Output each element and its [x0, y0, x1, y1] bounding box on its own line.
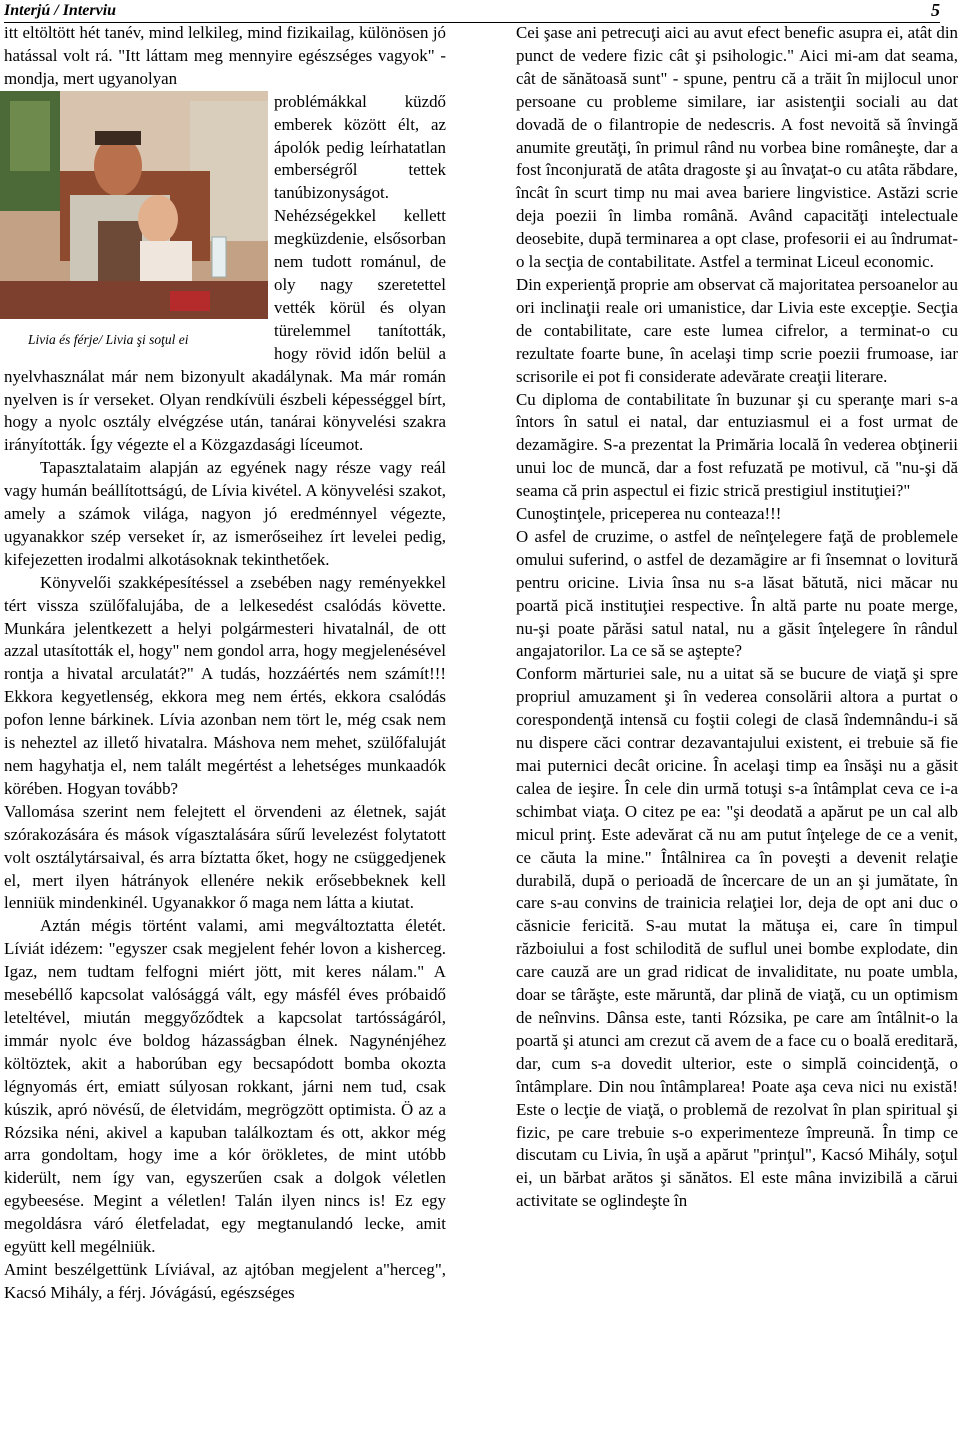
paragraph: Vallomása szerint nem felejtett el örvendeni az életnek, saját szórakozására és mások vígasztalására sűrű levelezést folytatott volt osztálytársaival, és arra bíztatta őket, hogy ne csüggedjenek el, mert ilyen hátrányok ellenére nekik erősebbeknek kell lenniük mindenkinél. Ugyanakkor ő maga nem látta a kiutat.	[4, 801, 446, 913]
paragraph: problémákkal küzdő emberek között élt, az ápolók pedig leírhatatlan emberségről tettek tanúbizonyságot. Nehézségekkel kellett megküzdenie, elsősorban nem tudott románul, de oly nagy szeretettel vették körül és olyan türelemmel tanították, hogy rövid időn belül a nyelvhasználat már nem bizonyult akadálynak. Ma már román nyelven is ír verseket. Olyan rendkívüli észbeli képességgel bírt, hogy a nyolc osztály elvégzése után, tanárai könyvelési szakra irányították. Így végezte el a Közgazdasági líceumot.	[4, 91, 446, 455]
paragraph: Cei şase ani petrecuţi aici au avut efect benefic asupra ei, atât din punct de vedere fizic cât şi psihologic." Aici mi-am dat seama, cât de sănătoasă sunt" - spune, pentru că a trăit în mijlocul unor persoane cu probleme similare, iar asistenţii sociali au dat dovadă de o filantropie de nedescris. A fost nevoită să învingă anumite greutăţi, în primul rând nu vorbea bine româneşte, dar a fost înconjurată de atâta dragoste şi au învaţat-o cu atâta răbdare, încât în scurt timp nu mai avea bariere lingvistice. Astăzi scrie deja poezii în limba română. Având capacităţi intelectuale deosebite, după terminarea a opt clase, profesorii ei au îndrumat-o la secţia de contabilitate. Astfel a terminat Liceul economic.	[516, 23, 958, 272]
paragraph: Conform mărturiei sale, nu a uitat să se bucure de viaţă şi spre propriul amuzament şi în vederea consolării altora a purtat o corespondenţă intensă cu foştii colegi de clasă îndemnându-i să nu dispere căci contrar dezavantajului existent, ei trebuie să fie mai puternici decât oricine. În acelaşi timp ea însăşi nu a găsit calea de ieşire. În cele din urmă totuşi s-a întâmplat ceva ce i-a schimbat viaţa. O citez pe ea: "şi deodată a apărut pe un cal alb micul prinţ. Este adevărat că nu am putut înţelege de ce a venit, ce căuta la mine." Întâlnirea ca în poveşti a devenit relaţie durabilă, după o perioadă de încercare de un an şi jumătate, în care s-au convins de trainicia relaţiei lor, deja de opt ani duc o căsnicie fericită. S-au mutat la mătuşa ei, care în timpul războiului a fost schilodită de suflul unei bombe explodate, din care cauză are un grad ridicat de invaliditate, nu poate umbla, doar se târăşte, este măruntă, dar plină de viaţă, cu un optimism de neînvins. Dânsa este, tanti Rózsika, pe care am întâlnit-o la poartă şi atunci am crezut că avem de a face cu o boală ereditară, dar, cum s-a dovedit ulterior, este o simplă coincidenţă, o întâmplare. Din nou întâmplarea! Poate aşa ceva nici nu există! Este o lecţie de viaţă, o problemă de rezolvat în plan spiritual şi fizic, pe care trebuie s-o experimenteze împreună. În timp ce discutam cu Livia, în uşă a apărut "prinţul", Kacsó Mihály, soţul ei, un bărbat arătos şi sănătos. El este mâna invizibilă a cărui activitate se oglindeşte în	[516, 664, 958, 1211]
paragraph: Aztán mégis történt valami, ami megváltoztatta életét. Líviát idézem: "egyszer csak megjelent fehér lovon a kisherceg. Igaz, nem tudtam felfogni miért jött, mit keres nálam." A mesebéllő kapcsolat valósággá vált, egy másfél éves próbaidő leteltével, miután meggyőződtek a kapcsolat tartósságáról, immár nyolc éve boldog házasságban élnek. Nagynénjéhez költöztek, akit a haborúban egy becsapódott bomba okozta légnyomás ért, emiatt súlyosan rokkant, járni nem tud, csak kúszik, apró növésű, de életvidám, megrögzött optimista. Ö az a Rózsika néni, akivel a kapuban találkoztam és ott, akkor még arra gondoltam, hogy ime a kór örökletes, de mint utóbb kiderült, nem így van, egyszerűen csak a dolgok véletlen egybeesése. Megint a véletlen! Talán ilyen nincs is! Ez egy megoldásra váró életfeladat, egy megtanulandó lecke, amit együtt kell megélniük.	[4, 916, 446, 1257]
paragraph: Cu diploma de contabilitate în buzunar şi cu speranţe mari s-a întors în satul ei natal, dar entuziasmul ei a fost urmat de dezamăgire. S-a prezentat la Primăria locală în vederea obţinerii unui loc de muncă, dar a fost refuzată pe motivul, că "nu-şi dă seama că prin aspectul ei fizic strică prestigiul instituţiei?"	[516, 389, 958, 501]
photo-figure	[0, 91, 268, 351]
paragraph: itt eltöltött hét tanév, mind lelkileg, mind fizikailag, különösen jó hatással volt rá. "Itt láttam meg mennyire egészséges vagyok" - mondja, mert ugyanolyan	[4, 23, 446, 88]
photo-caption: Livia és férje/ Livia şi soţul ei	[28, 331, 189, 347]
page-number: 5	[931, 0, 940, 20]
paragraph: O asfel de cruzime, o astfel de neînţelegere faţă de problemele omului suferind, o astfel de dezamăgire ar fi însemnat o lovitură pentru oricine. Livia însa nu s-a lăsat bătută, nici măcar nu poartă pică instituţiei respective. În altă parte nu poate merge, nu-şi poate părăsi satul natal, nu a găsit înţelegere în rândul angajatorilor. La ce să se aştepte?	[516, 526, 958, 661]
paragraph: Amint beszélgettünk Líviával, az ajtóban megjelent a"herceg", Kacsó Mihály, a férj. Jóvágású, egészséges	[4, 1259, 446, 1302]
running-header	[4, 0, 940, 23]
hungarian-column	[4, 22, 446, 1305]
running-title: Interjú / Interviu	[4, 2, 117, 19]
paragraph: Könyvelői szakképesítéssel a zsebében nagy reményekkel tért vissza szülőfalujába, de a lelkesedést csalódás követte. Munkára jelentkezett a helyi polgármesteri hivatalnál, de ott azzal utasították el, hogy" nem gondol arra, hogy megjelenésével rontja a hivatal arculatát?" A tudás, hozzáértés nem számít!!! Ekkora kegyetlenség, ekkora meg nem értés, ekkora csalódás pofon lenne bárkinek. Lívia azonban nem tört le, még csak nem is neheztel az illető hivatalra. Máshova nem mehet, szülőfaluját nem hagyhatja el, nem talált megértést a lehetséges munkaadók körében. Hogyan tovább?	[4, 572, 446, 798]
couple-photo	[0, 91, 268, 319]
paragraph: Din experienţă proprie am observat că majoritatea persoanelor au ori inclinaţii reale ori umanistice, dar Livia este excepţie. Secţia de contabilitate, care este lumea cifrelor, a terminat-o cu rezultate foarte bune, în acelaşi timp scrie poezii frumoase, iar scrisorile ei pot fi considerate adevărate creaţii literare.	[516, 274, 958, 386]
romanian-column	[516, 22, 958, 1213]
paragraph: Tapasztalataim alapján az egyének nagy része vagy reál vagy humán beállítottságú, de Lívia kivétel. A könyvelési szakot, amely a számok világa, nagyon jó eredménnyel végezte, ugyanakkor szép verseket ír, az ismerőseihez írt levelei pedig, kifejezetten irodalmi alkotásoknak tekinthetőek.	[4, 458, 446, 569]
paragraph: Cunoştinţele, priceperea nu conteaza!!!	[516, 504, 782, 524]
